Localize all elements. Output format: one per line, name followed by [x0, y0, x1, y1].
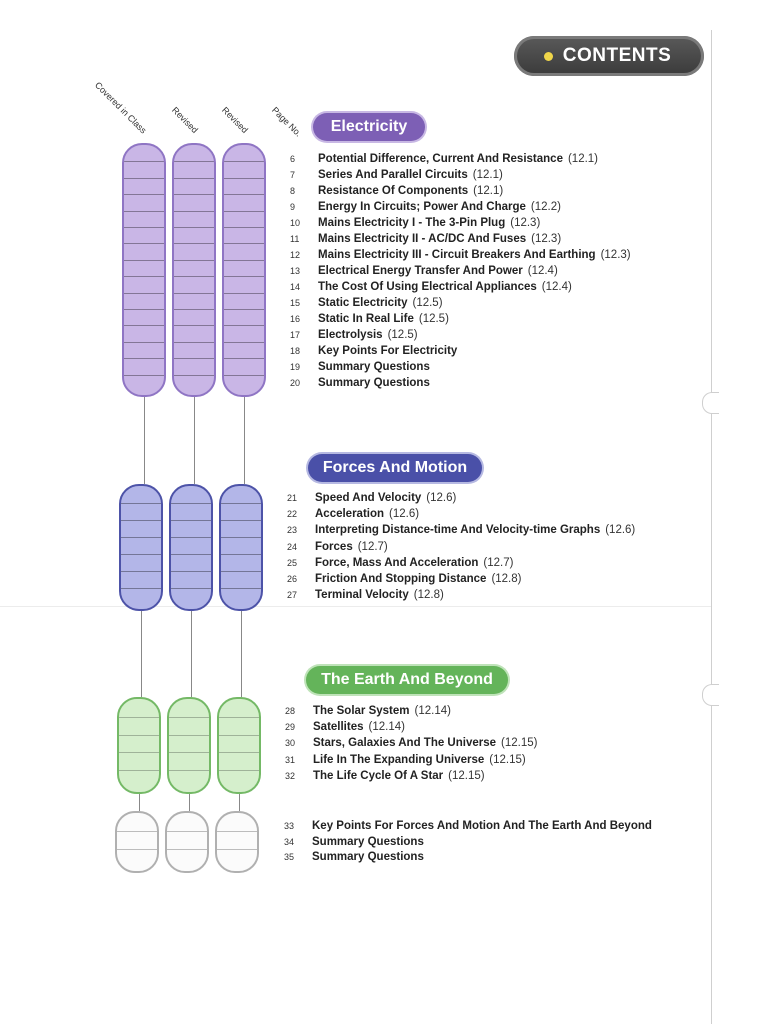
track-divider	[224, 161, 264, 162]
toc-entry	[290, 345, 457, 357]
toc-page-number: 8	[290, 186, 296, 196]
toc-entry	[287, 524, 635, 536]
track-divider	[121, 554, 161, 555]
track-connector	[139, 794, 140, 811]
track-divider	[124, 358, 164, 359]
track-divider	[221, 520, 261, 521]
toc-title: Mains Electricity II - AC/DC And Fuses	[318, 233, 527, 245]
track-divider	[224, 309, 264, 310]
toc-spec-reference: (12.7)	[483, 556, 514, 569]
checkbox-track[interactable]	[117, 697, 161, 794]
track-divider	[221, 588, 261, 589]
page-notch	[702, 392, 719, 414]
toc-entry	[285, 770, 485, 782]
contents-badge	[514, 36, 704, 76]
toc-page-number: 22	[287, 509, 298, 520]
track-divider	[224, 227, 264, 228]
toc-entry	[290, 281, 572, 293]
toc-entry	[290, 313, 449, 325]
toc-page-number: 13	[290, 266, 301, 276]
toc-page-number: 31	[285, 754, 296, 765]
toc-page-number: 7	[290, 170, 296, 180]
track-divider	[219, 752, 259, 753]
toc-title: Friction And Stopping Distance	[315, 573, 487, 585]
column-header-covered: Covered in Class	[92, 80, 149, 136]
track-divider	[224, 358, 264, 359]
track-divider	[124, 309, 164, 310]
toc-title: Terminal Velocity	[315, 589, 409, 602]
track-divider	[174, 260, 214, 261]
track-divider	[224, 375, 264, 376]
track-connector	[194, 397, 195, 484]
toc-page-number: 16	[290, 314, 301, 324]
toc-page-number: 21	[287, 493, 298, 503]
track-divider	[124, 227, 164, 228]
toc-page-number: 26	[287, 574, 298, 584]
toc-spec-reference: (12.15)	[489, 753, 526, 766]
track-divider	[119, 770, 159, 771]
track-divider	[124, 375, 164, 376]
track-divider	[169, 717, 209, 718]
track-divider	[174, 309, 214, 310]
track-divider	[174, 227, 214, 228]
track-divider	[219, 770, 259, 771]
track-divider	[121, 588, 161, 589]
toc-entry	[284, 820, 652, 832]
track-divider	[174, 194, 214, 195]
toc-title: Electrical Energy Transfer And Power	[318, 265, 523, 277]
toc-title: Static Electricity	[318, 297, 408, 309]
track-divider	[171, 554, 211, 555]
track-divider	[167, 849, 207, 850]
checkbox-track[interactable]	[169, 484, 213, 611]
bullet-dot-icon	[544, 52, 553, 61]
section-heading-earth-and-beyond: The Earth And Beyond	[306, 666, 508, 694]
track-divider	[224, 211, 264, 212]
track-divider	[171, 571, 211, 572]
toc-spec-reference: (12.3)	[531, 233, 562, 245]
track-divider	[124, 178, 164, 179]
checkbox-track[interactable]	[122, 143, 166, 397]
toc-page-number: 35	[284, 852, 295, 862]
toc-page-number: 30	[285, 738, 296, 749]
toc-title: Summary Questions	[312, 835, 424, 848]
toc-spec-reference: (12.6)	[605, 524, 636, 537]
toc-page-number: 23	[287, 525, 298, 536]
track-divider	[224, 342, 264, 343]
track-divider	[121, 571, 161, 572]
track-divider	[124, 342, 164, 343]
toc-entry	[285, 705, 451, 717]
track-connector	[191, 611, 192, 697]
track-divider	[167, 831, 207, 832]
toc-spec-reference: (12.1)	[473, 185, 504, 197]
toc-title: Summary Questions	[312, 851, 424, 863]
toc-title: Series And Parallel Circuits	[318, 169, 468, 181]
track-divider	[171, 588, 211, 589]
track-divider	[117, 849, 157, 850]
toc-title: Acceleration	[315, 508, 385, 521]
toc-spec-reference: (12.1)	[567, 153, 599, 165]
checkbox-track[interactable]	[219, 484, 263, 611]
toc-title: The Solar System	[313, 705, 410, 717]
toc-entry	[290, 297, 443, 309]
toc-spec-reference: (12.3)	[600, 249, 631, 261]
track-divider	[224, 178, 264, 179]
track-divider	[124, 293, 164, 294]
toc-page-number: 6	[290, 154, 296, 164]
track-divider	[174, 211, 214, 212]
track-divider	[174, 243, 214, 244]
toc-title: Summary Questions	[318, 361, 430, 373]
toc-page-number: 11	[290, 234, 300, 244]
track-divider	[174, 325, 214, 326]
toc-page-number: 15	[290, 298, 301, 308]
toc-page-number: 33	[284, 821, 295, 831]
toc-entry	[290, 249, 631, 261]
toc-page-number: 32	[285, 770, 296, 781]
toc-entry	[285, 754, 526, 766]
toc-spec-reference: (12.8)	[413, 589, 444, 602]
checkbox-track[interactable]	[119, 484, 163, 611]
track-divider	[219, 717, 259, 718]
fold-line	[0, 606, 711, 607]
track-divider	[169, 735, 209, 736]
toc-page-number: 14	[290, 282, 301, 292]
toc-title: Potential Difference, Current And Resistance	[318, 153, 563, 165]
toc-entry	[290, 153, 598, 165]
toc-title: The Cost Of Using Electrical Appliances	[318, 281, 537, 293]
toc-spec-reference: (12.7)	[357, 540, 388, 553]
toc-entry	[290, 361, 430, 373]
track-divider	[174, 375, 214, 376]
toc-spec-reference: (12.5)	[412, 297, 443, 309]
toc-entry	[287, 541, 388, 553]
toc-page-number: 20	[290, 378, 301, 388]
toc-entry	[290, 217, 540, 229]
toc-page-number: 18	[290, 346, 301, 356]
toc-spec-reference: (12.15)	[501, 737, 538, 750]
track-divider	[119, 735, 159, 736]
toc-entry	[287, 557, 513, 569]
track-divider	[121, 503, 161, 504]
toc-page-number: 12	[290, 250, 301, 260]
toc-entry	[284, 851, 424, 863]
toc-spec-reference: (12.1)	[472, 169, 503, 181]
toc-spec-reference: (12.5)	[387, 329, 418, 341]
toc-spec-reference: (12.3)	[510, 217, 541, 229]
toc-title: Static In Real Life	[318, 313, 414, 325]
toc-title: Mains Electricity III - Circuit Breakers And Earthing	[318, 249, 596, 261]
toc-title: Key Points For Electricity	[318, 345, 458, 357]
checkbox-track[interactable]	[222, 143, 266, 397]
toc-entry	[285, 721, 405, 733]
toc-page-number: 24	[287, 541, 298, 552]
toc-entry	[290, 233, 561, 245]
track-divider	[119, 717, 159, 718]
page-notch	[702, 684, 719, 706]
track-divider	[217, 831, 257, 832]
toc-page-number: 17	[290, 330, 301, 340]
toc-entry	[290, 169, 503, 181]
column-header-revised-2: Revised	[219, 105, 250, 136]
toc-page-number: 25	[287, 557, 298, 568]
section-heading-forces-and-motion: Forces And Motion	[308, 454, 482, 482]
track-divider	[221, 571, 261, 572]
track-divider	[174, 178, 214, 179]
track-divider	[221, 503, 261, 504]
toc-title: Satellites	[313, 721, 364, 734]
toc-page-number: 28	[285, 706, 296, 716]
toc-spec-reference: (12.4)	[527, 265, 558, 277]
track-divider	[174, 358, 214, 359]
toc-entry	[285, 737, 537, 749]
track-divider	[174, 342, 214, 343]
toc-page-number: 34	[284, 836, 295, 847]
track-connector	[241, 611, 242, 697]
checkbox-track[interactable]	[115, 811, 159, 873]
toc-page-number: 29	[285, 722, 296, 733]
toc-title: The Life Cycle Of A Star	[313, 769, 444, 782]
toc-title: Summary Questions	[318, 377, 430, 389]
track-divider	[224, 260, 264, 261]
track-divider	[169, 752, 209, 753]
track-divider	[124, 161, 164, 162]
toc-page-number: 10	[290, 218, 301, 228]
track-divider	[169, 770, 209, 771]
track-connector	[144, 397, 145, 484]
toc-title: Mains Electricity I - The 3-Pin Plug	[318, 217, 506, 229]
toc-title: Forces	[315, 540, 353, 553]
toc-page-number: 9	[290, 202, 296, 212]
page-title: CONTENTS	[562, 45, 672, 66]
track-divider	[171, 520, 211, 521]
toc-entry	[287, 492, 456, 504]
track-divider	[124, 243, 164, 244]
track-divider	[171, 537, 211, 538]
track-connector	[189, 794, 190, 811]
track-divider	[121, 520, 161, 521]
toc-spec-reference: (12.6)	[389, 508, 420, 521]
track-connector	[239, 794, 240, 811]
track-divider	[174, 293, 214, 294]
track-divider	[174, 276, 214, 277]
toc-spec-reference: (12.2)	[530, 201, 561, 213]
track-divider	[124, 260, 164, 261]
toc-title: Interpreting Distance-time And Velocity-time Graphs	[315, 524, 601, 537]
track-connector	[141, 611, 142, 697]
column-header-revised-1: Revised	[169, 105, 200, 136]
toc-title: Electrolysis	[318, 329, 383, 341]
toc-title: Stars, Galaxies And The Universe	[313, 737, 497, 750]
track-divider	[117, 831, 157, 832]
toc-spec-reference: (12.4)	[541, 281, 572, 293]
section-heading-electricity: Electricity	[313, 113, 425, 141]
toc-entry	[287, 589, 444, 601]
toc-page-number: 27	[287, 590, 298, 601]
track-connector	[244, 397, 245, 484]
toc-title: Force, Mass And Acceleration	[315, 556, 479, 569]
toc-entry	[290, 329, 418, 341]
toc-entry	[284, 836, 424, 848]
toc-spec-reference: (12.5)	[418, 313, 449, 325]
track-divider	[221, 537, 261, 538]
track-divider	[121, 537, 161, 538]
checkbox-track[interactable]	[217, 697, 261, 794]
track-divider	[219, 735, 259, 736]
toc-title: Key Points For Forces And Motion And The Earth And Beyond	[312, 820, 652, 832]
track-divider	[124, 211, 164, 212]
track-divider	[119, 752, 159, 753]
toc-entry	[287, 573, 521, 585]
toc-entry	[290, 201, 561, 213]
toc-title: Energy In Circuits; Power And Charge	[318, 201, 526, 213]
toc-title: Life In The Expanding Universe	[313, 753, 485, 766]
track-divider	[224, 276, 264, 277]
toc-entry	[290, 377, 430, 389]
track-divider	[124, 325, 164, 326]
checkbox-track[interactable]	[215, 811, 259, 873]
toc-entry	[287, 508, 419, 520]
track-divider	[124, 194, 164, 195]
page-edge	[711, 30, 712, 1024]
toc-spec-reference: (12.6)	[426, 492, 457, 504]
toc-spec-reference: (12.15)	[448, 769, 485, 782]
toc-entry	[290, 265, 558, 277]
toc-spec-reference: (12.8)	[491, 573, 522, 585]
toc-title: Speed And Velocity	[315, 492, 422, 504]
track-divider	[171, 503, 211, 504]
checkbox-track[interactable]	[167, 697, 211, 794]
track-divider	[224, 243, 264, 244]
track-divider	[224, 194, 264, 195]
checkbox-track[interactable]	[165, 811, 209, 873]
track-divider	[124, 276, 164, 277]
track-divider	[224, 293, 264, 294]
toc-entry	[290, 185, 503, 197]
column-header-page-no: Page No.	[269, 105, 304, 139]
track-divider	[224, 325, 264, 326]
toc-spec-reference: (12.14)	[368, 721, 405, 734]
track-divider	[174, 161, 214, 162]
toc-spec-reference: (12.14)	[414, 705, 451, 717]
toc-page-number: 19	[290, 362, 301, 372]
track-divider	[221, 554, 261, 555]
toc-title: Resistance Of Components	[318, 185, 469, 197]
track-divider	[217, 849, 257, 850]
checkbox-track[interactable]	[172, 143, 216, 397]
